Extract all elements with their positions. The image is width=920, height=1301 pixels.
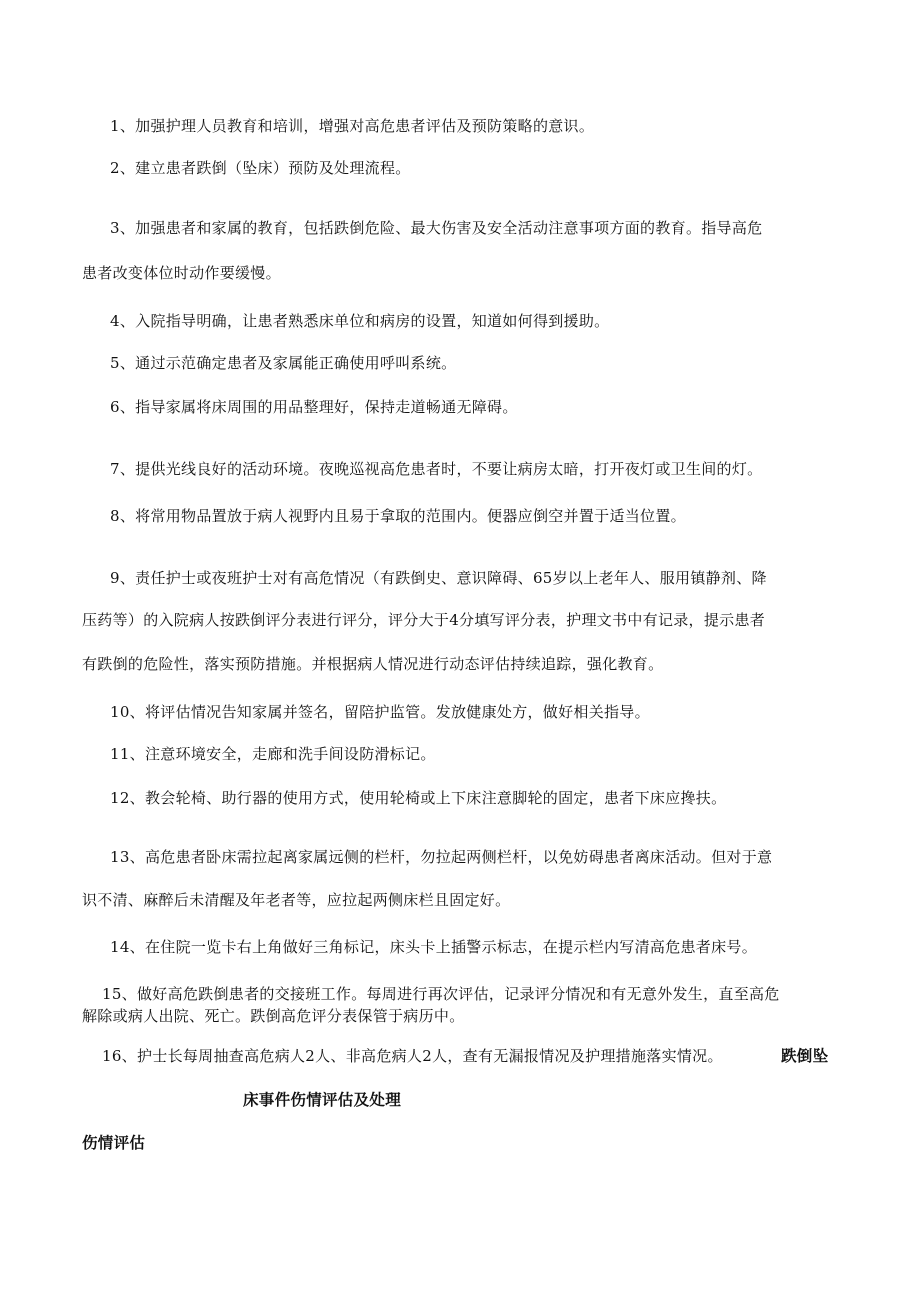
list-item-14: 14、在住院一览卡右上角做好三角标记，床头卡上插警示标志，在提示栏内写清高危患者床号。 (110, 938, 757, 956)
section-heading-part-1: 跌倒坠 (781, 1047, 829, 1065)
list-item-13-line-2: 识不清、麻醉后未清醒及年老者等，应拉起两侧床栏且固定好。 (82, 891, 511, 909)
list-item-16: 16、护士长每周抽查高危病人2人、非高危病人2人，查有无漏报情况及护理措施落实情况。 (102, 1047, 723, 1065)
list-item-2: 2、建立患者跌倒（坠床）预防及处理流程。 (110, 159, 411, 177)
list-item-3-line-1: 3、加强患者和家属的教育，包括跌倒危险、最大伤害及安全活动注意事项方面的教育。指导高危 (110, 219, 763, 237)
list-item-15-line-2: 解除或病人出院、死亡。跌倒高危评分表保管于病历中。 (82, 1007, 465, 1025)
section-heading-part-2: 床事件伤情评估及处理 (243, 1091, 402, 1109)
list-item-9-line-3: 有跌倒的危险性，落实预防措施。并根据病人情况进行动态评估持续追踪，强化教育。 (82, 655, 664, 673)
list-item-7: 7、提供光线良好的活动环境。夜晚巡视高危患者时，不要让病房太暗，打开夜灯或卫生间的灯。 (110, 460, 763, 478)
list-item-6: 6、指导家属将床周围的用品整理好，保持走道畅通无障碍。 (110, 398, 518, 416)
list-item-8: 8、将常用物品置放于病人视野内且易于拿取的范围内。便器应倒空并置于适当位置。 (110, 507, 686, 525)
list-item-4: 4、入院指导明确，让患者熟悉床单位和病房的设置，知道如何得到援助。 (110, 312, 610, 330)
list-item-15-line-1: 15、做好高危跌倒患者的交接班工作。每周进行再次评估，记录评分情况和有无意外发生，直至高危 (102, 985, 780, 1003)
list-item-9-line-2: 压药等）的入院病人按跌倒评分表进行评分，评分大于4分填写评分表，护理文书中有记录，提示患者 (82, 611, 766, 629)
list-item-9-line-1: 9、责任护士或夜班护士对有高危情况（有跌倒史、意识障碍、65岁以上老年人、服用镇静剂、降 (110, 569, 767, 587)
list-item-3-line-2: 患者改变体位时动作要缓慢。 (82, 264, 281, 282)
list-item-13-line-1: 13、高危患者卧床需拉起离家属远侧的栏杆，勿拉起两侧栏杆，以免妨碍患者离床活动。但对于意 (110, 848, 773, 866)
list-item-11: 11、注意环境安全，走廊和洗手间设防滑标记。 (110, 745, 436, 763)
subheading-injury-assessment: 伤情评估 (82, 1134, 146, 1152)
list-item-5: 5、通过示范确定患者及家属能正确使用呼叫系统。 (110, 354, 457, 372)
list-item-1: 1、加强护理人员教育和培训，增强对高危患者评估及预防策略的意识。 (110, 117, 595, 135)
list-item-10: 10、将评估情况告知家属并签名，留陪护监管。发放健康处方，做好相关指导。 (110, 703, 650, 721)
list-item-12: 12、教会轮椅、助行器的使用方式，使用轮椅或上下床注意脚轮的固定，患者下床应搀扶。 (110, 789, 727, 807)
